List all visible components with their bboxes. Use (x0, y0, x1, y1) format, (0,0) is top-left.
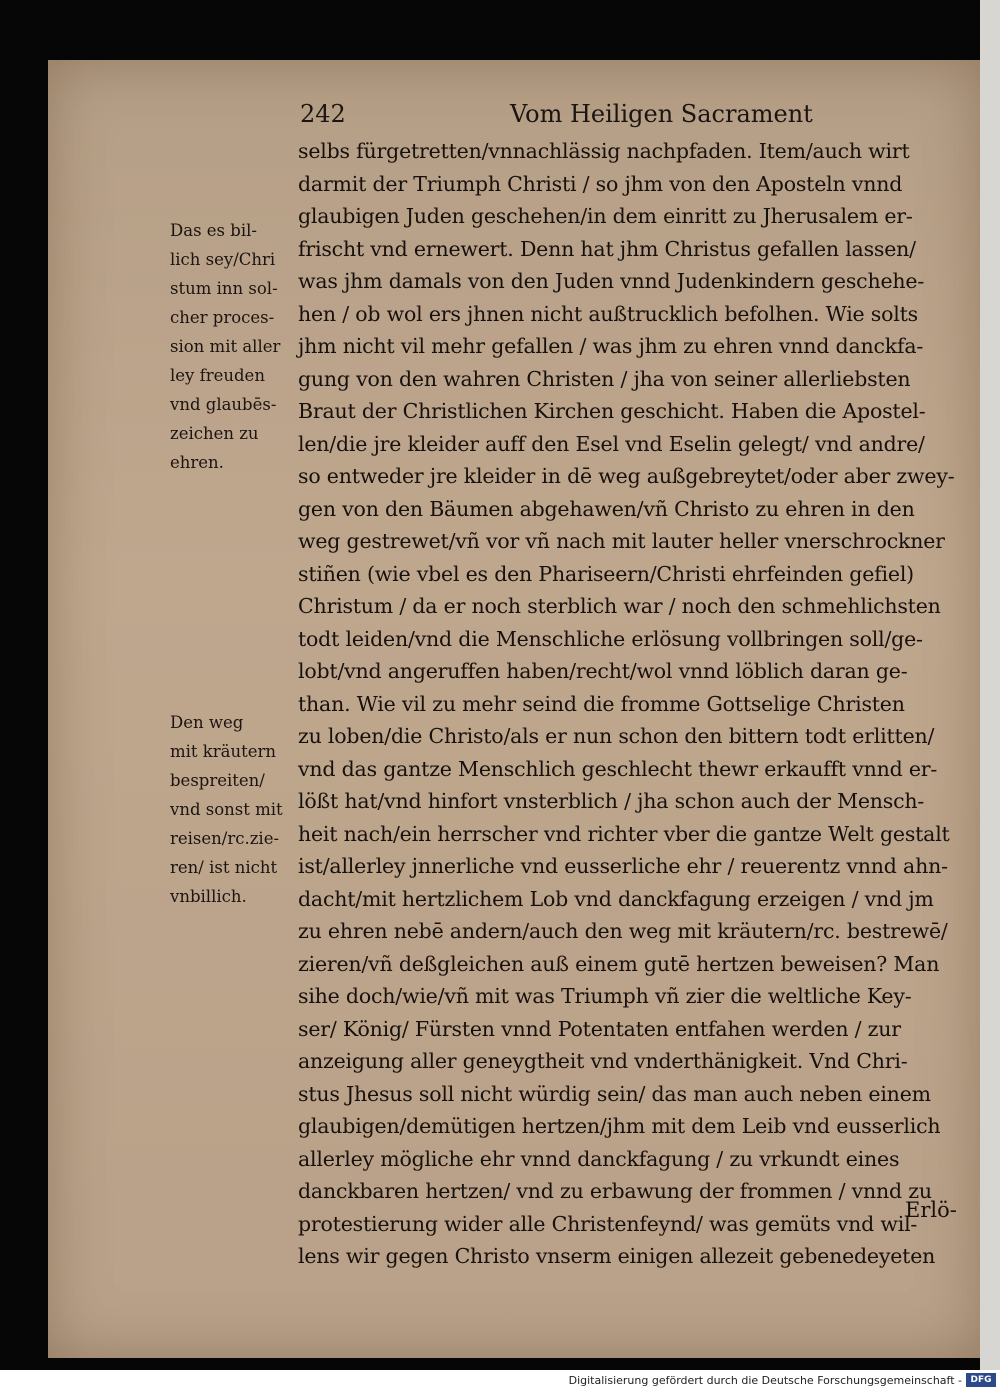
page-header (300, 100, 980, 130)
text-line: gen von den Bäumen abgehawen/vñ Christo zu ehren in den (298, 496, 915, 521)
text-line: danckbaren hertzen/ vnd zu erbawung der frommen / vnnd zu (298, 1179, 932, 1203)
footer-bar (0, 1370, 1000, 1393)
text-line: Christum / da er noch sterblich war / noch den schmehlichsten (298, 594, 941, 618)
text-line: jhm nicht vil mehr gefallen / was jhm zu ehren vnnd danckfa- (298, 334, 924, 358)
text-line: ist/allerley jnnerliche vnd eusserliche ehr / reuerentz vnnd ahn- (298, 854, 948, 878)
text-line: so entweder jre kleider in dē weg außgebreytet/oder aber zwey- (298, 464, 955, 488)
text-line: frischt vnd ernewert. Denn hat jhm Christus gefallen lassen/ (298, 236, 916, 261)
text-line: zu loben/die Christo/als er nun schon den bittern todt erlitten/ (298, 724, 935, 748)
text-line: glaubigen/demütigen hertzen/jhm mit dem Leib vnd eusserlich (298, 1114, 941, 1138)
text-line: len/die jre kleider auff den Esel vnd Eselin gelegt/ vnd andre/ (298, 431, 925, 456)
text-line: stus Jhesus soll nicht würdig sein/ das man auch neben einem (298, 1081, 931, 1106)
running-head: Vom Heiligen Sacrament (510, 100, 813, 128)
text-line: lobt/vnd angeruffen haben/recht/wol vnnd löblich daran ge- (298, 659, 908, 683)
text-line: darmit der Triumph Christi / so jhm von den Aposteln vnnd (298, 171, 903, 196)
text-line: weg gestrewet/vñ vor vñ nach mit lauter heller vnerschrockner (298, 529, 945, 553)
text-line: selbs fürgetretten/vnnachlässig nachpfaden. Item/auch wirt (298, 139, 910, 163)
text-line: allerley mögliche ehr vnnd danckfagung / zu vrkundt eines (298, 1146, 900, 1171)
text-line: zu ehren nebē andern/auch den weg mit kräutern/rc. bestrewē/ (298, 919, 948, 943)
margin-note-line: zeichen zu (170, 424, 259, 443)
text-line: ser/ König/ Fürsten vnnd Potentaten entfahen werden / zur (298, 1016, 901, 1041)
text-line: lens wir gegen Christo vnserm einigen allezeit gebenedeyeten (298, 1244, 936, 1268)
text-line: Braut der Christlichen Kirchen geschicht. Haben die Apostel- (298, 399, 926, 423)
margin-note-line: vnd glaubēs- (170, 395, 277, 414)
text-line: was jhm damals von den Juden vnnd Judenkindern geschehe- (298, 269, 925, 293)
text-line: zieren/vñ deßgleichen auß einem gutē hertzen beweisen? Man (298, 951, 940, 976)
text-line: heit nach/ein herrscher vnd richter vber die gantze Welt gestalt (298, 821, 950, 846)
text-line: than. Wie vil zu mehr seind die fromme Gottselige Christen (298, 691, 905, 716)
margin-note-line: sion mit aller (170, 337, 281, 356)
main-text-block (298, 135, 966, 1273)
funding-notice: Digitalisierung gefördert durch die Deutsche Forschungsgemeinschaft - (568, 1374, 962, 1387)
catchword: Erlö- (905, 1198, 957, 1222)
text-line: hen / ob wol ers jhnen nicht außtrucklich befolhen. Wie solts (298, 301, 918, 326)
margin-note-line: vnd sonst mit (170, 800, 283, 819)
margin-note-procession (170, 216, 295, 477)
text-line: todt leiden/vnd die Menschliche erlösung vollbringen soll/ge- (298, 626, 923, 651)
text-line: gung von den wahren Christen / jha von seiner allerliebsten (298, 366, 911, 391)
margin-note-herbs (170, 708, 295, 911)
text-line: glaubigen Juden geschehen/in dem einritt zu Jherusalem er- (298, 204, 913, 228)
text-line: lößt hat/vnd hinfort vnsterblich / jha schon auch der Mensch- (298, 789, 925, 813)
margin-note-line: stum inn sol- (170, 279, 278, 298)
text-line: anzeigung aller geneygtheit vnd vnderthänigkeit. Vnd Chri- (298, 1049, 908, 1073)
margin-note-line: cher proces- (170, 308, 275, 327)
margin-note-line: vnbillich. (170, 887, 247, 906)
margin-note-line: mit kräutern (170, 742, 277, 761)
text-line: vnd das gantze Menschlich geschlecht thewr erkaufft vnnd er- (298, 756, 938, 781)
text-line: dacht/mit hertzlichem Lob vnd danckfagung erzeigen / vnd jm (298, 886, 934, 911)
margin-note-line: ren/ ist nicht (170, 858, 278, 877)
margin-note-line: Das es bil- (170, 221, 257, 240)
margin-note-line: bespreiten/ (170, 771, 265, 790)
text-line: sihe doch/wie/vñ mit was Triumph vñ zier die weltliche Key- (298, 984, 912, 1008)
dfg-logo: DFG (966, 1373, 996, 1387)
margin-note-line: ehren. (170, 453, 224, 472)
page-number: 242 (300, 100, 346, 128)
margin-note-line: ley freuden (170, 366, 265, 385)
margin-note-line: Den weg (170, 713, 244, 732)
margin-note-line: reisen/rc.zie- (170, 829, 280, 848)
text-line: protestierung wider alle Christenfeynd/ was gemüts vnd wil- (298, 1211, 918, 1236)
text-line: stiñen (wie vbel es den Phariseern/Christi ehrfeinden gefiel) (298, 561, 914, 586)
page-edge (980, 0, 1000, 1370)
margin-note-line: lich sey/Chri (170, 250, 276, 269)
